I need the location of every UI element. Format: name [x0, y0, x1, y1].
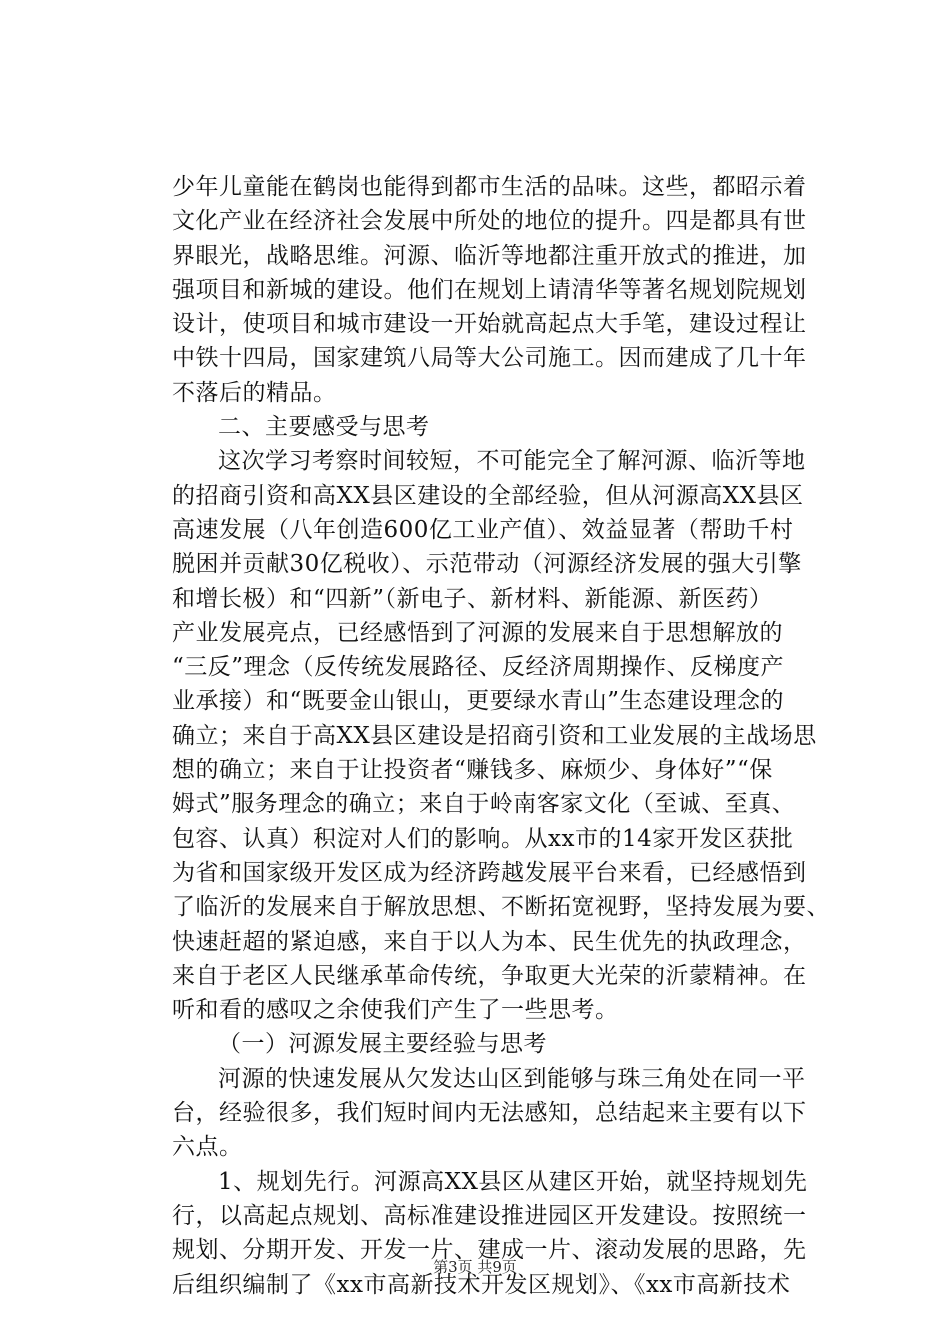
- paragraph-line: 的招商引资和高XX县区建设的全部经验，但从河源高XX县区: [172, 482, 804, 509]
- paragraph-line: 来自于老区人民继承革命传统，争取更大光荣的沂蒙精神。在: [172, 962, 807, 989]
- paragraph-line: 规划、分期开发、开发一片、建成一片、滚动发展的思路，先: [172, 1237, 807, 1264]
- paragraph-line-indented: 1、规划先行。河源高XX县区从建区开始，就坚持规划先: [218, 1168, 808, 1195]
- paragraph-line: 和增长极）和“四新”（新电子、新材料、新能源、新医药）: [172, 585, 773, 612]
- paragraph-line: 设计，使项目和城市建设一开始就高起点大手笔，建设过程让: [172, 311, 807, 338]
- paragraph-line: 强项目和新城的建设。他们在规划上请清华等著名规划院规划: [172, 276, 807, 303]
- document-body: [172, 170, 832, 1302]
- paragraph-line: 为省和国家级开发区成为经济跨越发展平台来看，已经感悟到: [172, 859, 807, 886]
- paragraph-line: 不落后的精品。: [172, 379, 337, 406]
- page-footer: 第3页 共9页: [433, 1258, 517, 1276]
- paragraph-line: 业承接）和“既要金山银山，更要绿水青山”生态建设理念的: [172, 688, 785, 715]
- paragraph-line: 行，以高起点规划、高标准建设推进园区开发建设。按照统一: [172, 1202, 807, 1229]
- paragraph-line: 包容、认真）积淀对人们的影响。从xx市的14家开发区获批: [172, 825, 794, 852]
- paragraph-line-indented: （一）河源发展主要经验与思考: [218, 1031, 547, 1058]
- paragraph-line: 中铁十四局，国家建筑八局等大公司施工。因而建成了几十年: [172, 345, 807, 372]
- paragraph-line: 听和看的感叹之余使我们产生了一些思考。: [172, 997, 619, 1024]
- paragraph-line-indented: 这次学习考察时间较短，不可能完全了解河源、临沂等地: [218, 448, 806, 475]
- paragraph-line: 界眼光，战略思维。河源、临沂等地都注重开放式的推进，加: [172, 242, 807, 269]
- paragraph-line: 后组织编制了《xx市高新技术开发区规划》、《xx市高新技术: [172, 1271, 791, 1298]
- paragraph-line: 高速发展（八年创造600亿工业产值）、效益显著（帮助千村: [172, 516, 794, 543]
- paragraph-line: 想的确立；来自于让投资者“赚钱多、麻烦少、身体好”“保: [172, 757, 773, 784]
- paragraph-line: 脱困并贡献30亿税收）、示范带动（河源经济发展的强大引擎: [172, 551, 802, 578]
- paragraph-line: 产业发展亮点，已经感悟到了河源的发展来自于思想解放的: [172, 619, 783, 646]
- paragraph-line: 文化产业在经济社会发展中所处的地位的提升。四是都具有世: [172, 208, 807, 235]
- paragraph-line: 确立；来自于高XX县区建设是招商引资和工业发展的主战场思: [172, 722, 817, 749]
- paragraph-line: 快速赶超的紧迫感，来自于以人为本、民生优先的执政理念，: [172, 928, 807, 955]
- paragraph-line-indented: 河源的快速发展从欠发达山区到能够与珠三角处在同一平: [218, 1065, 806, 1092]
- paragraph-line: 姆式”服务理念的确立；来自于岭南客家文化（至诚、至真、: [172, 791, 796, 818]
- paragraph-line: 了临沂的发展来自于解放思想、不断拓宽视野，坚持发展为要、: [172, 894, 830, 921]
- paragraph-line: 六点。: [172, 1134, 243, 1161]
- paragraph-line: 台，经验很多，我们短时间内无法感知，总结起来主要有以下: [172, 1100, 807, 1127]
- paragraph-line-indented: 二、主要感受与思考: [218, 414, 430, 441]
- paragraph-line: 少年儿童能在鹤岗也能得到都市生活的品味。这些，都昭示着: [172, 174, 807, 200]
- paragraph-line: “三反”理念（反传统发展路径、反经济周期操作、反梯度产: [172, 654, 785, 681]
